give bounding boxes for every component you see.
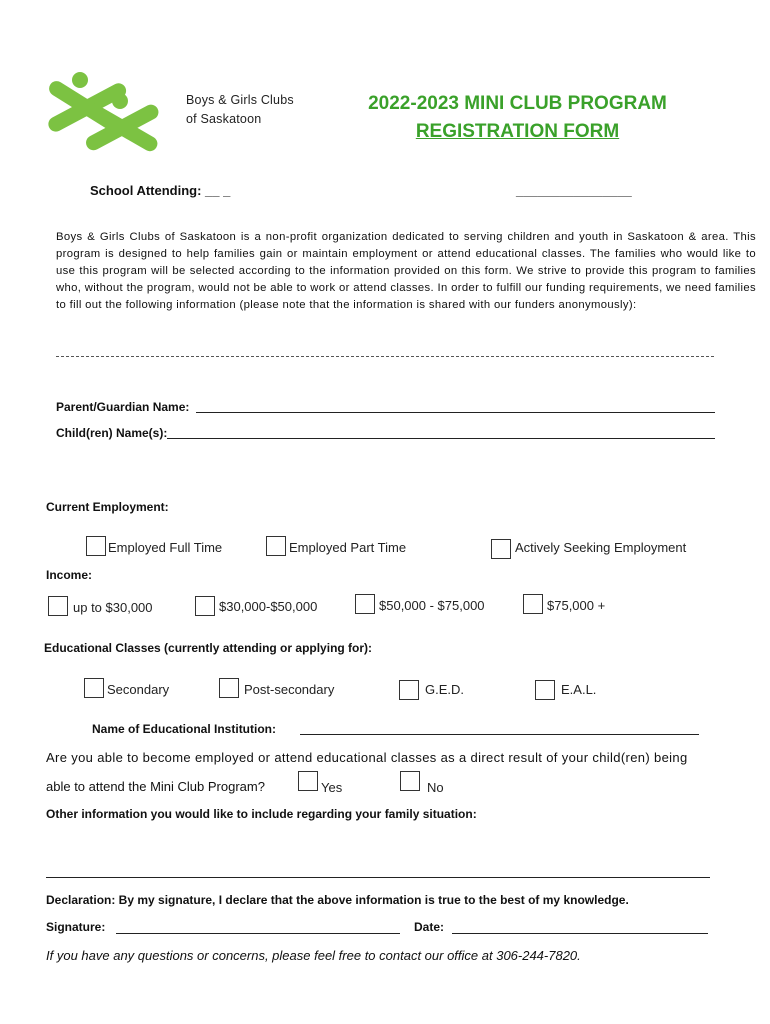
institution-line[interactable]	[300, 734, 699, 735]
children-names-line[interactable]	[167, 438, 715, 439]
employed-part-time-checkbox[interactable]	[266, 536, 286, 556]
date-line[interactable]	[452, 933, 708, 934]
school-attending-blank[interactable]: ________________	[516, 183, 632, 198]
income-50k-75k-label: $50,000 - $75,000	[379, 598, 485, 613]
contact-footer: If you have any questions or concerns, please feel free to contact our office at 306-244-7820.	[46, 948, 581, 963]
other-info-label: Other information you would like to include regarding your family situation:	[46, 807, 477, 821]
education-heading: Educational Classes (currently attending or applying for):	[44, 641, 373, 655]
date-label: Date:	[414, 920, 445, 934]
question-line-1: Are you able to become employed or attend educational classes as a direct result of your child(ren) being	[46, 750, 688, 765]
school-attending-label: School Attending: __ _	[90, 183, 231, 198]
employed-part-time-label: Employed Part Time	[289, 540, 407, 555]
question-line-2: able to attend the Mini Club Program?	[46, 779, 265, 794]
employed-full-time-label: Employed Full Time	[108, 540, 223, 555]
income-up-to-30k-checkbox[interactable]	[48, 596, 68, 616]
boys-girls-clubs-logo-icon	[40, 68, 170, 154]
secondary-checkbox[interactable]	[84, 678, 104, 698]
institution-label: Name of Educational Institution:	[92, 722, 277, 736]
logo	[40, 68, 170, 154]
ged-label: G.E.D.	[425, 682, 465, 697]
separator	[56, 356, 714, 357]
income-75k-plus-label: $75,000 +	[547, 598, 606, 613]
income-up-to-30k-label: up to $30,000	[73, 600, 153, 615]
employed-full-time-checkbox[interactable]	[86, 536, 106, 556]
income-30k-50k-checkbox[interactable]	[195, 596, 215, 616]
declaration-text: Declaration: By my signature, I declare that the above information is true to the best of my knowledge.	[46, 893, 629, 907]
actively-seeking-checkbox[interactable]	[491, 539, 511, 559]
form-title	[340, 90, 695, 146]
income-50k-75k-checkbox[interactable]	[355, 594, 375, 614]
income-heading: Income:	[46, 568, 93, 582]
yes-label: Yes	[321, 780, 343, 795]
logo-line-1: Boys & Girls Clubs	[186, 93, 294, 107]
intro-paragraph: Boys & Girls Clubs of Saskatoon is a non-profit organization dedicated to serving children and youth in Saskatoon & area. This program is designed to help families gain or maintain employment or attend educational classes. The families who would like to use this program will be selected according to the information provided on this form. We strive to provide this program to families who, without the program, would not be able to work or attend classes. In order to fulfill our funding requirements, we need families to fill out the following information (please note that the information is shared with our funders anonymously):	[56, 231, 756, 311]
post-secondary-label: Post-secondary	[244, 682, 335, 697]
income-30k-50k-label: $30,000-$50,000	[219, 599, 318, 614]
income-75k-plus-checkbox[interactable]	[523, 594, 543, 614]
logo-line-2: of Saskatoon	[186, 112, 262, 126]
ged-checkbox[interactable]	[399, 680, 419, 700]
form-title-line-2: REGISTRATION FORM	[415, 121, 620, 142]
no-checkbox[interactable]	[400, 771, 420, 791]
logo-text	[186, 91, 294, 129]
no-label: No	[427, 780, 444, 795]
secondary-label: Secondary	[107, 682, 170, 697]
children-names-row	[56, 426, 167, 440]
eal-label: E.A.L.	[561, 682, 597, 697]
employment-heading: Current Employment:	[46, 500, 169, 514]
other-info-line[interactable]	[46, 877, 710, 878]
signature-label: Signature:	[46, 920, 106, 934]
post-secondary-checkbox[interactable]	[219, 678, 239, 698]
signature-line[interactable]	[116, 933, 400, 934]
eal-checkbox[interactable]	[535, 680, 555, 700]
parent-guardian-line[interactable]	[196, 412, 715, 413]
form-title-line-1: 2022-2023 MINI CLUB PROGRAM	[368, 93, 667, 114]
yes-checkbox[interactable]	[298, 771, 318, 791]
actively-seeking-label: Actively Seeking Employment	[515, 540, 687, 555]
children-names-label: Child(ren) Name(s):	[56, 426, 168, 440]
parent-guardian-label: Parent/Guardian Name:	[56, 400, 190, 414]
